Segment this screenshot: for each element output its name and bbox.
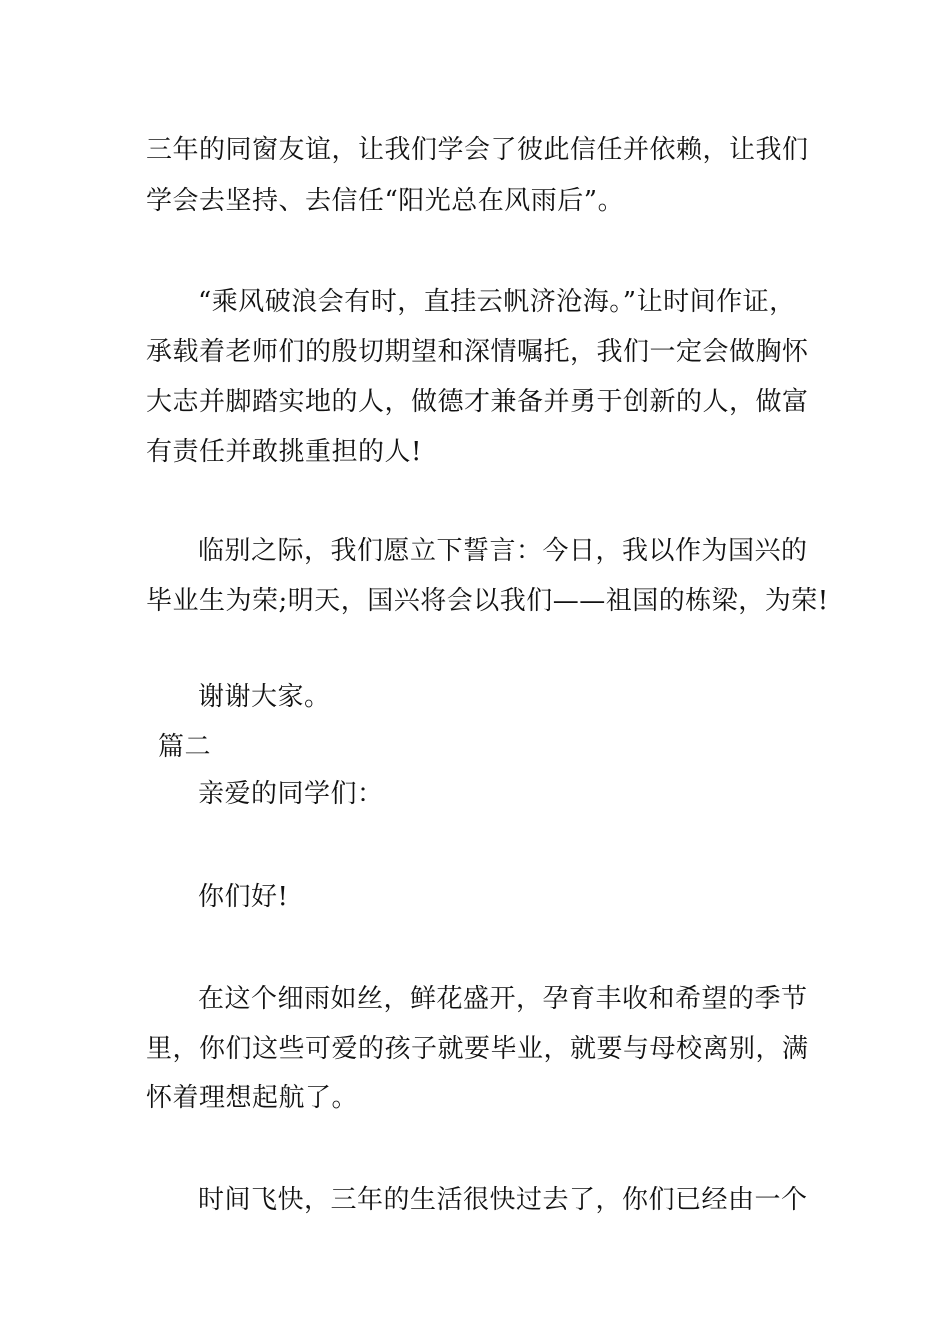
- paragraph-line: 谢谢大家。: [198, 682, 331, 712]
- paragraph-line: 有责任并敢挑重担的人!: [146, 437, 422, 467]
- paragraph-line: 承载着老师们的殷切期望和深情嘱托，我们一定会做胸怀: [146, 337, 809, 367]
- salutation: 亲爱的同学们：: [198, 779, 384, 809]
- paragraph-line: 大志并脚踏实地的人，做德才兼备并勇于创新的人，做富: [146, 387, 809, 417]
- paragraph-line: 毕业生为荣;明天，国兴将会以我们——祖国的栋梁，为荣!: [146, 586, 829, 616]
- paragraph-line: 三年的同窗友谊，让我们学会了彼此信任并依赖，让我们: [146, 135, 809, 165]
- paragraph-line: 里，你们这些可爱的孩子就要毕业，就要与母校离别，满: [146, 1034, 809, 1064]
- paragraph-line: 临别之际，我们愿立下誓言：今日，我以作为国兴的: [198, 536, 808, 566]
- paragraph-line: “乘风破浪会有时，直挂云帆济沧海。”让时间作证，: [198, 287, 796, 317]
- paragraph-line: 在这个细雨如丝，鲜花盛开，孕育丰收和希望的季节: [198, 984, 808, 1014]
- section-heading: 篇二: [158, 732, 212, 762]
- paragraph-line: 怀着理想起航了。: [146, 1083, 359, 1113]
- greeting: 你们好!: [198, 882, 289, 912]
- paragraph-line: 时间飞快，三年的生活很快过去了，你们已经由一个: [198, 1185, 808, 1215]
- paragraph-line: 学会去坚持、去信任“阳光总在风雨后”。: [146, 186, 625, 216]
